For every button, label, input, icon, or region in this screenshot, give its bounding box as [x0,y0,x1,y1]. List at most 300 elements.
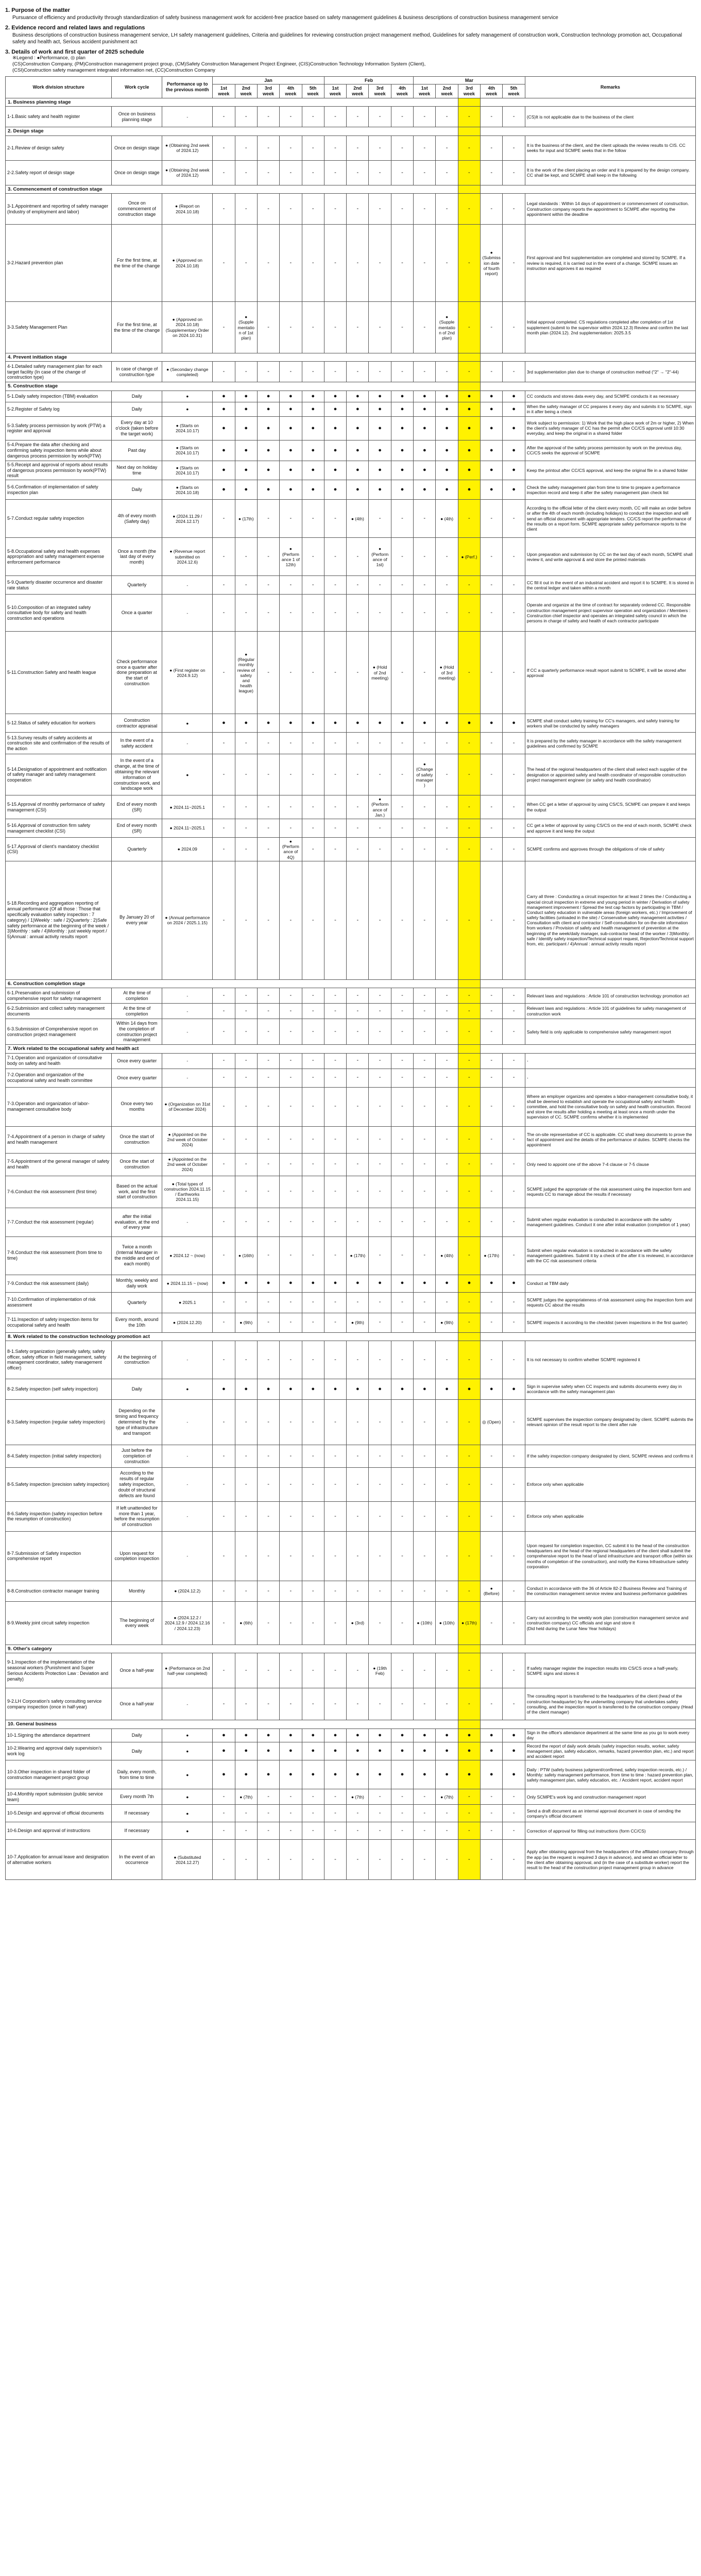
table-row [6,1126,696,1153]
week-cell: - [324,1208,346,1236]
week-cell: - [436,819,458,838]
week-cell: - [458,1399,480,1445]
work-cycle: Daily [112,1728,162,1742]
stage-spacer [481,1720,696,1728]
week-cell: - [324,1069,346,1087]
table-row [6,1501,696,1531]
week-cell: - [235,1176,257,1208]
performance-previous: ● (Starts on 2024.10.17) [162,461,213,480]
week-cell: - [369,1069,391,1087]
remarks-cell: Upon request for completion inspection, CC submit it to the head of the construction headquarters and the head of the regional headquarters of the client shall submit the comprehensive report to the head of land infrastructure and transport office (within six months of completion of the construction), and notify the Korea Infrastructure safety corporation [525,1531,695,1581]
week-cell: - [414,1840,436,1880]
week-cell: ● [458,416,480,440]
stage-label: 10. General business [6,1720,458,1728]
table-row [6,416,696,440]
week-cell: ● (7th) [235,1789,257,1805]
week-cell: - [503,1176,525,1208]
week-cell: - [213,1341,235,1379]
week-cell: ● (Supplementation of 2nd plan) [436,302,458,353]
week-cell: - [458,1019,480,1045]
week-cell: - [235,1805,257,1822]
week-cell: ● [213,480,235,500]
remarks-cell: Apply after obtaining approval from the headquarters of the affiliated company through the app (as the request is required 3 days in advance), and send an official letter to the client after obtaining approval, and (in the case of a substitute worker) report the result to the head of the construction project management group in advance [525,1840,695,1880]
stage-spacer [481,185,696,193]
week-cell: - [235,538,257,576]
week-cell: ● [481,1379,503,1399]
week-cell: ● [503,416,525,440]
work-cycle: In the event of a safety accident [112,733,162,754]
remarks-cell: Record the report of daily work details (safety inspection results, worker, safety management plan, safety education, remarks, hazard prevention plan, etc.) and report and accident report [525,1742,695,1760]
week-cell: - [302,538,324,576]
week-cell: - [481,500,503,538]
remarks-cell: It is not necessary to confirm whether SCMPE registered it [525,1341,695,1379]
week-cell: ● [391,1728,413,1742]
remarks-cell: Enforce only when applicable [525,1501,695,1531]
work-division: 5-4.Prepare the data after checking and confirming safety inspection items while about dangerous process permission by work(PTW) [6,440,112,461]
week-cell: - [414,362,436,382]
week-cell: - [458,362,480,382]
week-cell: - [503,1236,525,1275]
week-cell: ● [280,1742,302,1760]
week-cell: - [302,838,324,861]
week-cell: - [302,135,324,160]
table-row [6,194,696,225]
remarks-cell: Where an employer organizes and operates a labor-management consultative body, it shall be deemed to establish and operate the occupational safety and health committee, and hold the consultative body on safety and health construction. Record and store the results after holding a meeting at least once a month under the supervision of CC. SCMPE confirms whether it is implemented [525,1087,695,1126]
work-cycle: End of every month (SR) [112,819,162,838]
work-division: 7-8.Conduct the risk assessment (from time to time) [6,1236,112,1275]
week-cell: - [257,733,279,754]
stage-spacer [481,98,696,106]
week-cell: - [347,861,369,979]
week-cell: - [481,988,503,1004]
work-division: 7-3.Operation and organization of labor-management consultative body [6,1087,112,1126]
week-cell: - [391,1653,413,1688]
remarks-cell: According to the official letter of the client every month, CC will make an order before or after the 4th of each month (including holidays) to conduct the inspection and will send an official document with appropriate tenders. CC/CS report the performance of the results on a report form. SCMPE appropriate safety performance reports to the client [525,500,695,538]
week-cell: - [280,1313,302,1332]
week-cell: ● [302,714,324,733]
table-row [6,795,696,819]
week-cell: - [213,754,235,795]
week-cell: - [414,135,436,160]
week-cell: - [391,362,413,382]
week-header: 4th week [481,84,503,98]
week-cell: - [280,1688,302,1720]
week-cell: - [481,302,503,353]
performance-previous: ● (Obtaining 2nd week of 2024.12) [162,160,213,185]
week-cell: - [503,1069,525,1087]
week-cell: - [347,1004,369,1019]
week-cell: - [347,1208,369,1236]
week-cell: ● [213,1760,235,1789]
performance-previous: ● 2024.09 [162,838,213,861]
week-cell: - [458,1292,480,1313]
week-cell: - [503,1341,525,1379]
week-cell: - [391,1581,413,1601]
week-cell: - [436,1176,458,1208]
week-cell: ● [213,1379,235,1399]
work-cycle: Within 14 days from the completion of construction project management [112,1019,162,1045]
work-division: 5-1.Daily safety inspection (TBM) evaluation [6,391,112,402]
week-cell: - [414,1688,436,1720]
table-row [6,440,696,461]
work-cycle: Once every two months [112,1087,162,1126]
week-cell: - [235,576,257,595]
performance-previous: - [162,1053,213,1069]
week-cell: - [324,1688,346,1720]
week-cell: - [235,1019,257,1045]
week-cell: - [302,362,324,382]
week-cell: - [391,1688,413,1720]
table-row [6,500,696,538]
table-row [6,733,696,754]
week-cell: - [257,838,279,861]
week-cell: - [235,795,257,819]
week-cell: - [324,1087,346,1126]
table-row [6,1445,696,1467]
week-cell: ● [369,1275,391,1292]
week-cell: - [347,302,369,353]
remarks-cell: Legal standards : Within 14 days of appointment or commencement of construction. Construction company reports the appointment to SCMPE after reporting the appointment within the deadline [525,194,695,225]
week-cell: - [347,733,369,754]
week-cell: ● [257,1379,279,1399]
week-cell: - [257,1445,279,1467]
week-cell: ● [458,714,480,733]
week-cell: - [302,1341,324,1379]
week-cell: - [503,1688,525,1720]
week-cell: - [503,1087,525,1126]
week-cell: - [391,1840,413,1880]
week-cell: - [280,1069,302,1087]
work-division: 5-2.Register of Safety log [6,402,112,416]
week-cell: - [213,819,235,838]
week-cell: - [414,1004,436,1019]
week-cell: - [503,1531,525,1581]
week-cell: - [324,1313,346,1332]
work-division: 8-4.Safety inspection (initial safety inspection) [6,1445,112,1467]
week-cell: - [503,194,525,225]
week-cell: - [257,1176,279,1208]
performance-previous: ● [162,1789,213,1805]
week-cell: - [302,576,324,595]
week-cell: - [280,1341,302,1379]
week-cell: ● [391,480,413,500]
week-cell: ● [503,1742,525,1760]
work-division: 5-8.Occupational safety and health expenses appropriation and safety management expense enforcement performance [6,538,112,576]
week-cell: - [302,795,324,819]
performance-previous: ● (Report on 2024.10.18) [162,194,213,225]
week-cell: ● [503,480,525,500]
performance-previous: ● 2024.11.15 ~ (now) [162,1275,213,1292]
table-row [6,1153,696,1176]
week-cell: - [414,733,436,754]
performance-previous: ● [162,1805,213,1822]
week-cell: - [436,538,458,576]
week-cell: - [235,1840,257,1880]
week-cell: - [369,1176,391,1208]
week-cell: - [503,1581,525,1601]
work-cycle: Daily [112,480,162,500]
work-cycle: Construction contractor appraisal [112,714,162,733]
week-cell: - [213,1805,235,1822]
stage-label: 7. Work related to the occupational safety and health act [6,1045,458,1053]
work-division: 5-5.Receipt and approval of reports about results of dangerous process permission by work(PTW) result [6,461,112,480]
week-cell: - [324,576,346,595]
highlight-cell [458,1332,480,1341]
stage-label: 9. Other's category [6,1645,458,1653]
week-cell: ● [481,1742,503,1760]
week-cell: ● [481,480,503,500]
week-cell: ● [391,440,413,461]
week-cell: - [436,1531,458,1581]
week-cell: - [503,1601,525,1645]
week-cell: - [391,194,413,225]
week-cell: - [347,1153,369,1176]
week-cell: - [414,1822,436,1840]
week-cell: ● [503,1379,525,1399]
remarks-cell: Conduct at TBM daily [525,1275,695,1292]
week-cell: ● (7th) [436,1789,458,1805]
week-cell: ● [369,461,391,480]
week-cell: - [257,500,279,538]
week-cell: ● [503,1275,525,1292]
week-cell: - [503,1053,525,1069]
week-cell: - [324,1236,346,1275]
work-division: 10-2.Wearing and approval daily supervision's work log [6,1742,112,1760]
week-cell: ● [324,1760,346,1789]
week-cell: - [414,1313,436,1332]
week-cell: - [257,1053,279,1069]
week-cell: - [235,1822,257,1840]
table-row [6,1019,696,1045]
week-cell: - [458,1313,480,1332]
highlight-cell [458,979,480,988]
week-cell: ● [213,461,235,480]
week-cell: - [347,1399,369,1445]
week-cell: ● [414,1742,436,1760]
week-cell: - [235,1004,257,1019]
week-cell: - [369,362,391,382]
week-cell: - [347,1805,369,1822]
remarks-cell: 3rd supplementation plan due to change of construction method ("2" → "2"-44) [525,362,695,382]
week-cell: - [347,595,369,632]
work-cycle: Twice a month (Internal Manager in the middle and end of each month) [112,1236,162,1275]
week-cell: - [213,1822,235,1840]
week-cell: - [458,1688,480,1720]
week-cell: - [347,795,369,819]
week-cell: - [503,135,525,160]
table-row [6,1760,696,1789]
week-cell: - [391,861,413,979]
week-cell: ● [257,714,279,733]
week-cell: ● [391,714,413,733]
work-division: 5-3.Safety process permission by work (PTW) a register and approval [6,416,112,440]
stage-row [6,127,696,135]
week-cell: - [391,576,413,595]
week-header: 3rd week [369,84,391,98]
performance-previous: ● (Appointed on the 2nd week of October 2024) [162,1153,213,1176]
week-cell: ● [302,480,324,500]
week-cell: - [257,1840,279,1880]
table-row [6,1581,696,1601]
table-row [6,1313,696,1332]
table-row [6,1292,696,1313]
week-cell: - [436,1053,458,1069]
week-cell: - [414,302,436,353]
week-cell: - [324,1341,346,1379]
week-cell: - [481,632,503,714]
week-cell: - [257,160,279,185]
week-cell: - [347,1053,369,1069]
week-cell: ● [503,714,525,733]
week-cell: - [280,632,302,714]
work-cycle: Once on design stage [112,135,162,160]
week-cell: - [324,1004,346,1019]
stage-label: 6. Construction completion stage [6,979,458,988]
work-cycle: Once every quarter [112,1069,162,1087]
performance-previous: ● [162,1822,213,1840]
highlight-cell [458,1645,480,1653]
week-cell: - [481,1653,503,1688]
week-cell: ● [302,416,324,440]
week-cell: ● (10th) [414,1601,436,1645]
week-cell: ● [458,440,480,461]
week-cell: - [414,576,436,595]
week-cell: - [503,988,525,1004]
week-cell: - [302,1805,324,1822]
week-cell: ● [347,1275,369,1292]
week-cell: - [458,1805,480,1822]
week-cell: - [481,1341,503,1379]
purpose-title: 1. Purpose of the matter [5,7,70,13]
remarks-cell: Check the safety management plan from time to time to prepare a performance inspection record and keep it after the safety management plan check list [525,480,695,500]
week-cell: - [481,595,503,632]
week-cell: ● [280,1275,302,1292]
week-cell: - [213,795,235,819]
week-cell: ● [347,461,369,480]
work-division: 8-6.Safety inspection (safety inspection before the resumption of construction) [6,1501,112,1531]
week-cell: - [324,1019,346,1045]
week-cell: - [235,107,257,127]
remarks-cell: First approval and first supplementation are completed and stored by SCMPE. If a review is required, it is carried out in the event of a change. SCMPE issues an instruction and approves it as required [525,225,695,302]
week-cell: - [280,1176,302,1208]
work-cycle: Quarterly [112,576,162,595]
table-row [6,632,696,714]
week-cell: ● (Performance of 1st) [369,538,391,576]
week-cell: ● [436,1275,458,1292]
week-cell: - [369,135,391,160]
week-cell: ● [503,402,525,416]
week-cell: - [481,135,503,160]
week-cell: ● [213,1742,235,1760]
week-cell: - [414,1467,436,1501]
performance-previous: - [162,1501,213,1531]
week-cell: ● [324,1742,346,1760]
week-cell: ● [257,1742,279,1760]
work-cycle: Once on design stage [112,160,162,185]
work-division: 5-17.Approval of client's mandatory checklist (CSI) [6,838,112,861]
remarks-cell: The on-site representative of CC is applicable. CC shall keep documents to prove the fact of appointment and the details of the performance of duties. SCMPE checks the appointment [525,1126,695,1153]
performance-previous: ● (Substituted 2024.12.27) [162,1840,213,1880]
header-mar: Mar [414,76,525,84]
remarks-cell: SCMPE judges the appropriateness of risk assessment using the inspection form and requests CC about the results [525,1292,695,1313]
week-cell: ● (9th) [347,1313,369,1332]
week-cell: ● [324,391,346,402]
week-cell: ● [347,480,369,500]
week-cell: - [503,1019,525,1045]
week-cell: - [257,1087,279,1126]
week-cell: - [280,595,302,632]
week-cell: - [324,107,346,127]
work-cycle: Every day at 10 o'clock (taken before the target work) [112,416,162,440]
week-cell: - [503,1805,525,1822]
week-cell: - [347,1653,369,1688]
week-cell: ● (3rd) [347,1601,369,1645]
work-division: 1-1.Basic safety and health register [6,107,112,127]
week-header: 1st week [414,84,436,98]
week-cell: - [280,988,302,1004]
week-cell: ● [436,714,458,733]
week-cell: - [302,754,324,795]
week-header: 4th week [280,84,302,98]
table-row [6,1399,696,1445]
week-cell: - [324,1053,346,1069]
remarks-cell: The head of the regional headquarters of the client shall select each supplier of the designation or appointed safety and health coordinator of responsible construction project management engineer (or safety and health coordinator) [525,754,695,795]
week-cell: - [481,1004,503,1019]
week-cell: - [391,1292,413,1313]
performance-previous: - [162,1004,213,1019]
week-cell: - [503,538,525,576]
week-cell: ● [235,480,257,500]
header-performance: Performance up to the previous month [162,76,213,98]
legend-line: ※Legend : ●Performance, ◎ plan [12,55,86,61]
performance-previous: ● [162,1760,213,1789]
work-cycle: Past day [112,440,162,461]
table-row [6,1840,696,1880]
week-cell: - [347,1467,369,1501]
week-cell: ● (17th) [481,1236,503,1275]
stage-row [6,98,696,106]
week-cell: - [347,1176,369,1208]
performance-previous: ● (Revenue report submitted on 2024.12.6) [162,538,213,576]
week-cell: ● [436,1379,458,1399]
performance-previous: - [162,107,213,127]
performance-previous: ● (Secondary change completed) [162,362,213,382]
week-cell: - [436,1019,458,1045]
table-row [6,1601,696,1645]
week-cell: ● [257,391,279,402]
table-row [6,1341,696,1379]
week-cell: - [391,1087,413,1126]
table-row [6,1789,696,1805]
week-cell: - [481,1822,503,1840]
week-cell: ● [436,1760,458,1789]
week-cell: ● [302,1728,324,1742]
remarks-cell: Conduct in accordance with the 36 of Article 82-2 Business Review and Training of the construction management service review and business performance guidelines [525,1581,695,1601]
week-cell: - [414,1445,436,1467]
work-division: 7-5.Appointment of the general manager of safety and health [6,1153,112,1176]
schedule-table [5,76,696,1880]
remarks-cell: Carry all three : Conducting a circuit inspection for at least 2 times the / Conducting a special circuit inspection in extreme and young period in winter / Derivation of safety management improvement / Spread the test cap factors by participating in TBM / Conduct safety education in vulnerable areas (foreign workers, etc.) / Improvement of safety facilities (unloaded in the site) / Conservative safety management activities / Consultation with client and contractor / Self-consultation for on-the-site information from workers / Provision of safety and health management of prevention at the beginning of the week/daily manager, sub-contractor head of the worker / 3)Monthly: safe / Identify safety inspection/Technical support request, Rejection/Technical support from, etc. participant / 4)Annual : annual activity results report [525,861,695,979]
work-division: 5-7.Conduct regular safety inspection [6,500,112,538]
week-cell: ● [481,461,503,480]
week-cell: - [369,1004,391,1019]
week-cell: - [481,1069,503,1087]
week-cell: - [257,1236,279,1275]
week-cell: - [503,362,525,382]
week-cell: ● [347,440,369,461]
table-row [6,362,696,382]
week-cell: - [347,1531,369,1581]
